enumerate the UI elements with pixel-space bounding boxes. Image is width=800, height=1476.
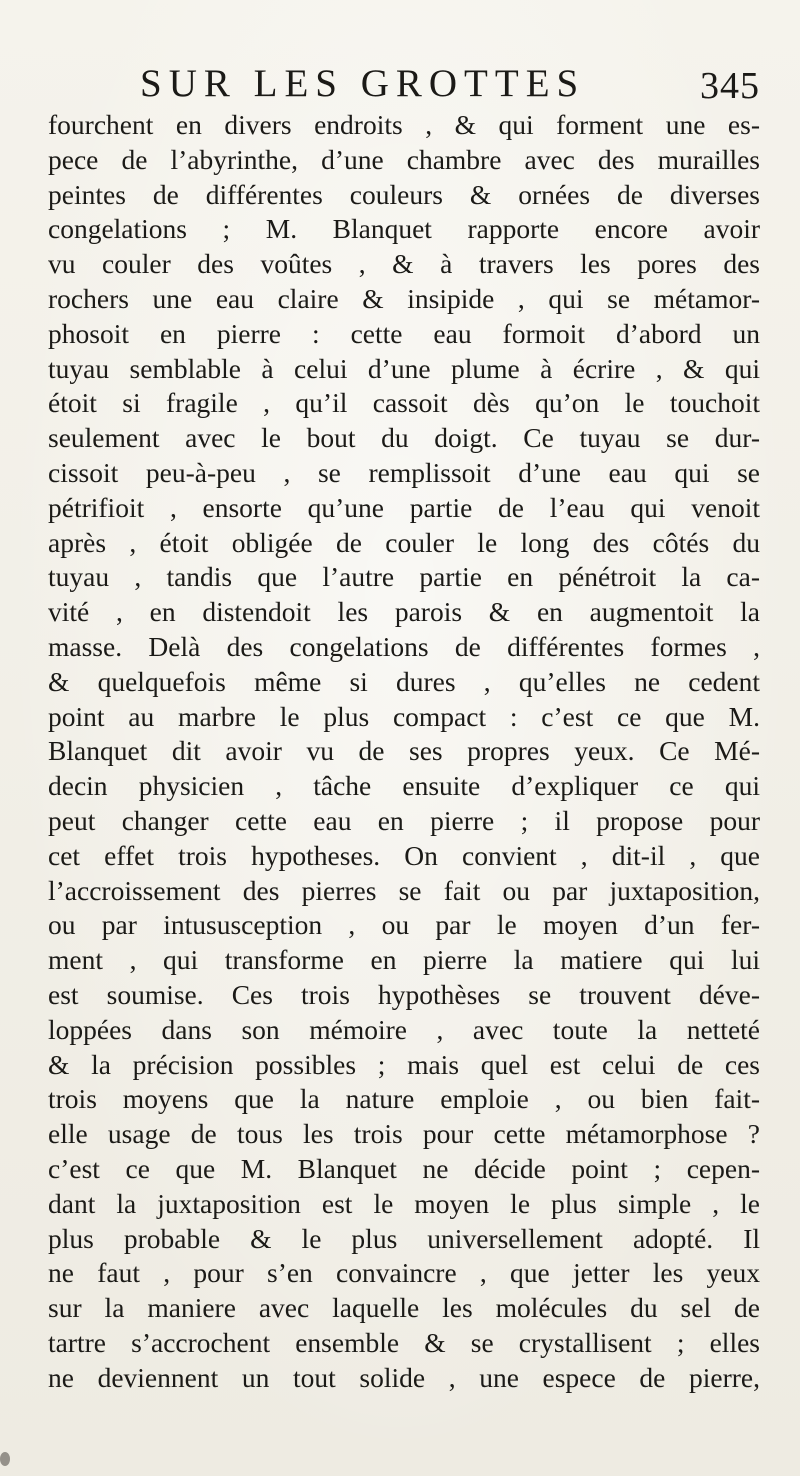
running-title: SUR LES GROTTES [140, 62, 586, 105]
text-line: masse. Delà des congelations de différentes formes , [48, 630, 760, 662]
text-line: ment , qui transforme en pierre la matiere qui lui [48, 944, 760, 976]
text-line: sur la maniere avec laquelle les molécules du sel de [48, 1292, 760, 1324]
text-line: elle usage de tous les trois pour cette métamorphose ? [48, 1118, 760, 1150]
text-line: phosoit en pierre : cette eau formoit d’abord un [48, 317, 760, 349]
text-line: peintes de différentes couleurs & ornées de diverses [48, 178, 760, 210]
text-line: loppées dans son mémoire , avec toute la netteté [48, 1013, 760, 1045]
text-line: tuyau , tandis que l’autre partie en pénétroit la ca- [48, 561, 760, 593]
text-line: tartre s’accrochent ensemble & se crystallisent ; elles [48, 1326, 760, 1358]
text-line: dant la juxtaposition est le moyen le plus simple , le [48, 1187, 760, 1219]
text-line: rochers une eau claire & insipide , qui se métamor- [48, 282, 760, 314]
text-line: l’accroissement des pierres se fait ou par juxtaposition, [48, 874, 760, 906]
text-line: seulement avec le bout du doigt. Ce tuyau se dur- [48, 422, 760, 454]
text-line: point au marbre le plus compact : c’est ce que M. [48, 700, 760, 732]
text-line: cet effet trois hypotheses. On convient , dit-il , que [48, 839, 760, 871]
text-line: pece de l’abyrinthe, d’une chambre avec des murailles [48, 143, 760, 175]
text-line: vité , en distendoit les parois & en augmentoit la [48, 596, 760, 628]
text-line: fourchent en divers endroits , & qui forment une es- [48, 109, 760, 140]
page-number: 345 [700, 65, 760, 107]
text-line: cissoit peu-à-peu , se remplissoit d’une eau qui se [48, 456, 760, 488]
text-line: & quelquefois même si dures , qu’elles ne cedent [48, 665, 760, 697]
text-line: Blanquet dit avoir vu de ses propres yeux. Ce Mé- [48, 735, 760, 767]
body-text [48, 108, 760, 1395]
text-line: ne deviennent un tout solide , une espece de pierre, [48, 1361, 760, 1393]
text-line: congelations ; M. Blanquet rapporte encore avoir [48, 213, 760, 245]
text-line: tuyau semblable à celui d’une plume à écrire , & qui [48, 352, 760, 384]
text-line: vu couler des voûtes , & à travers les pores des [48, 248, 760, 280]
text-line: après , étoit obligée de couler le long des côtés du [48, 526, 760, 558]
text-line: étoit si fragile , qu’il cassoit dès qu’on le touchoit [48, 387, 760, 419]
ink-speck [0, 1452, 10, 1466]
text-line: plus probable & le plus universellement adopté. Il [48, 1222, 760, 1254]
text-line: peut changer cette eau en pierre ; il propose pour [48, 804, 760, 836]
page-header [140, 62, 760, 106]
text-line: est soumise. Ces trois hypothèses se trouvent déve- [48, 978, 760, 1010]
text-line: trois moyens que la nature emploie , ou bien fait- [48, 1083, 760, 1115]
text-line: ne faut , pour s’en convaincre , que jetter les yeux [48, 1257, 760, 1289]
text-line: pétrifioit , ensorte qu’une partie de l’eau qui venoit [48, 491, 760, 523]
text-line: c’est ce que M. Blanquet ne décide point ; cepen- [48, 1152, 760, 1184]
text-line: decin physicien , tâche ensuite d’expliquer ce qui [48, 770, 760, 802]
text-line: & la précision possibles ; mais quel est celui de ces [48, 1048, 760, 1080]
text-line: ou par intususception , ou par le moyen d’un fer- [48, 909, 760, 941]
